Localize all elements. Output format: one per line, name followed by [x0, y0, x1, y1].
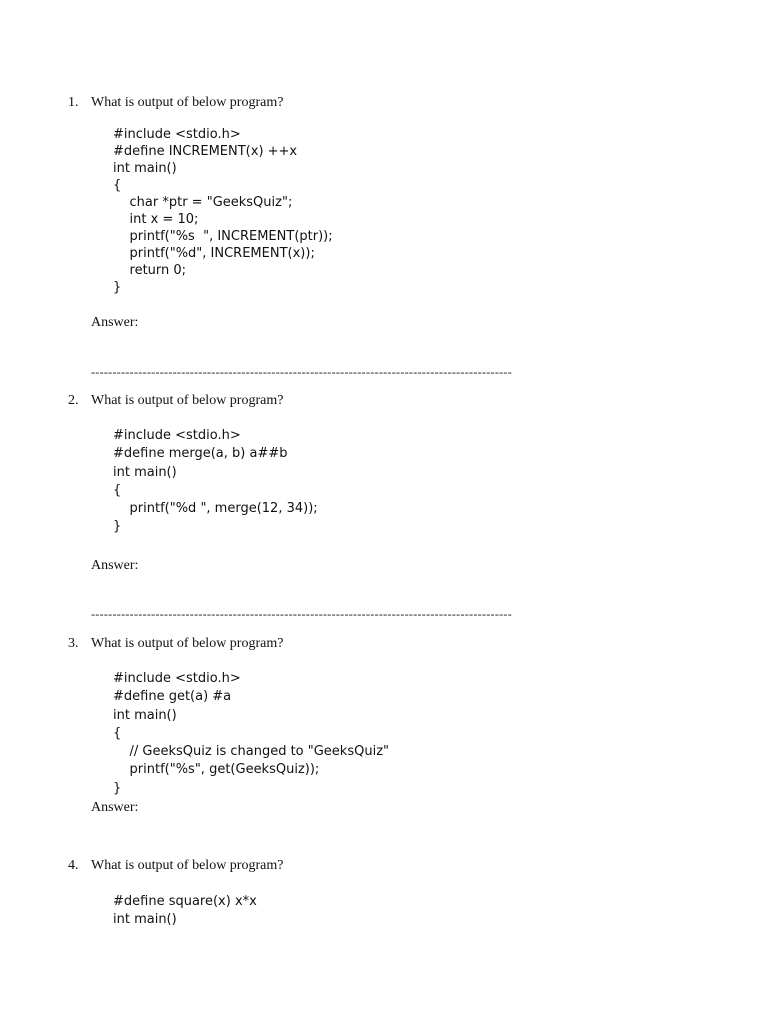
code-line: #include <stdio.h>	[113, 671, 241, 686]
code-line: // GeeksQuiz is changed to "GeeksQuiz"	[113, 744, 389, 760]
code-line: int main()	[113, 464, 177, 480]
question-3-answer-label: Answer:	[91, 800, 139, 815]
code-line: }	[113, 519, 122, 535]
code-line: printf("%s ", INCREMENT(ptr));	[113, 229, 333, 244]
code-line: int main()	[113, 161, 177, 176]
code-line: #define get(a) #a	[113, 689, 232, 705]
code-line: return 0;	[113, 263, 187, 278]
question-2-prompt: What is output of below program?	[91, 393, 284, 408]
question-4-number: 4.	[68, 858, 79, 873]
code-line: }	[113, 780, 122, 796]
code-line: printf("%d", INCREMENT(x));	[113, 246, 315, 261]
code-line: {	[113, 482, 122, 498]
code-line: {	[113, 725, 122, 741]
question-3-code	[113, 670, 389, 798]
question-2-answer-label: Answer:	[91, 558, 139, 573]
question-3-prompt: What is output of below program?	[91, 636, 284, 651]
question-4	[68, 857, 283, 874]
code-line: }	[113, 280, 122, 295]
question-1-code	[113, 126, 333, 296]
code-line: #define square(x) x*x	[113, 894, 257, 909]
code-line: printf("%s", get(GeeksQuiz));	[113, 762, 320, 778]
question-1-prompt: What is output of below program?	[91, 95, 284, 110]
divider-1: --------------------------------------------------------------------------------------------------	[91, 365, 513, 379]
question-2-number: 2.	[68, 393, 79, 408]
code-line: int main()	[113, 707, 177, 723]
question-4-prompt: What is output of below program?	[91, 858, 284, 873]
code-line: {	[113, 178, 122, 193]
code-line: char *ptr = "GeeksQuiz";	[113, 195, 293, 210]
code-line: #define INCREMENT(x) ++x	[113, 144, 298, 159]
code-line: printf("%d ", merge(12, 34));	[113, 501, 318, 517]
question-2-code	[113, 427, 318, 537]
question-2	[68, 392, 283, 409]
code-line: int main()	[113, 912, 177, 928]
question-3-number: 3.	[68, 636, 79, 651]
divider-2: --------------------------------------------------------------------------------------------------	[91, 607, 513, 621]
question-1-answer-label: Answer:	[91, 315, 139, 330]
question-4-code	[113, 893, 257, 930]
code-line: #include <stdio.h>	[113, 127, 241, 142]
code-line: #include <stdio.h>	[113, 428, 241, 443]
code-line: int x = 10;	[113, 212, 199, 227]
code-line: #define merge(a, b) a##b	[113, 446, 288, 462]
question-3	[68, 635, 283, 652]
question-1	[68, 94, 283, 111]
question-1-number: 1.	[68, 95, 79, 110]
